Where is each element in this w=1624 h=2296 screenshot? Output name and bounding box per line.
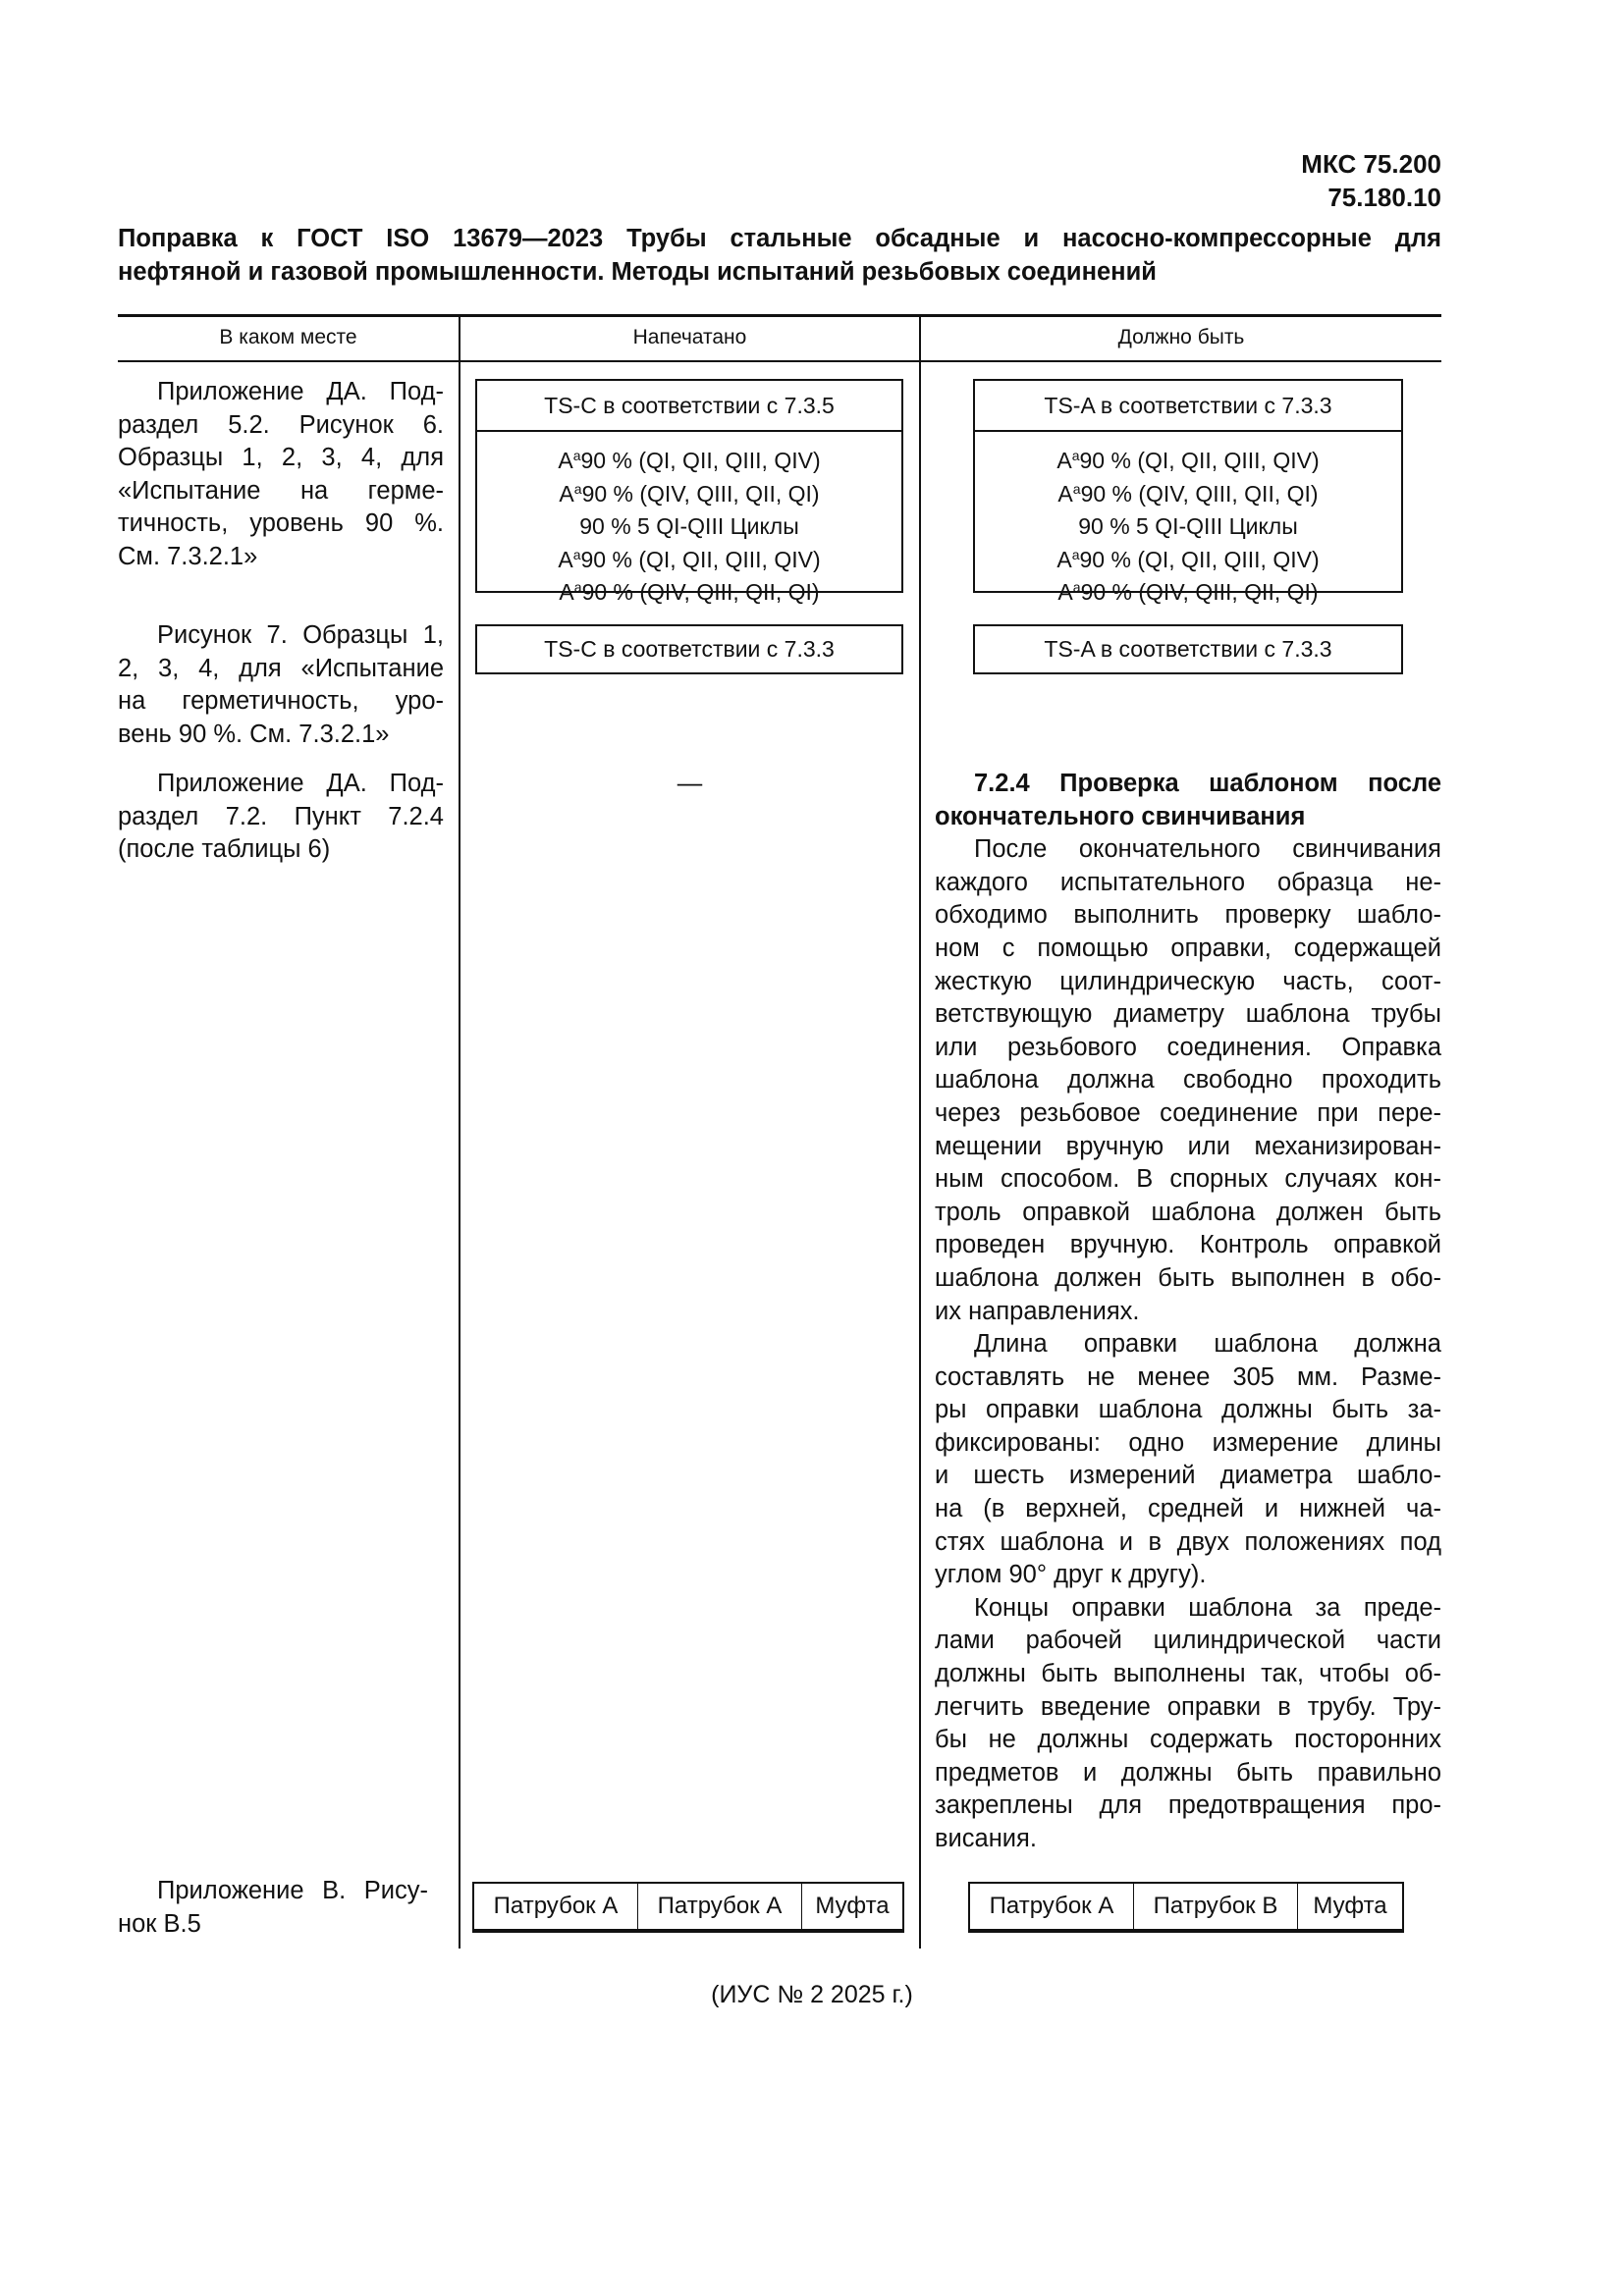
text-line: троль оправкой шаблона должен быть xyxy=(935,1198,1441,1226)
figure-line-a: A xyxy=(1056,448,1072,473)
figure-line xyxy=(477,442,901,475)
text-line: на герметичность, уро- xyxy=(118,687,444,716)
row1-printed-figure xyxy=(475,379,903,606)
text-line: нефтяной и газовой промышленности. Методы испытаний резьбовых соединений xyxy=(118,258,1157,286)
figure-cell: Патрубок А xyxy=(638,1884,802,1929)
figure-line xyxy=(975,475,1401,508)
text-line: Образцы 1, 2, 3, 4, для xyxy=(118,444,444,472)
text-line: закреплены для предотвращения про- xyxy=(935,1791,1441,1820)
figure-line-rest: 90 % (QI, QII, QIII, QIV) xyxy=(580,546,821,572)
figure-line-sup: а xyxy=(1072,480,1081,497)
figure-cell: Муфта xyxy=(815,1893,890,1919)
text-line: или резьбового соединения. Оправка xyxy=(935,1033,1441,1061)
text-line: ветствующую диаметру шаблона трубы xyxy=(935,1000,1441,1029)
row4-where xyxy=(118,1875,428,1941)
text-line: окончательного свинчивания xyxy=(935,802,1306,830)
figure-line-sup: а xyxy=(573,480,582,497)
mks-code-1: МКС 75.200 xyxy=(1301,149,1441,179)
text-line: лами рабочей цилиндрической части xyxy=(935,1627,1441,1655)
row3-printed-dash: — xyxy=(677,770,703,797)
figure-line-rest: 90 % (QI, QII, QIII, QIV) xyxy=(1079,448,1320,473)
text-line: бы не должны содержать посторонних xyxy=(935,1726,1441,1754)
figure-line-rest: 90 % (QIV, QIII, QII, QI) xyxy=(581,579,820,606)
text-line: мещении вручную или механизирован- xyxy=(935,1132,1441,1160)
figure-line-rest: 90 % (QIV, QIII, QII, QI) xyxy=(581,480,820,507)
text-line: «Испытание на герме- xyxy=(118,476,444,505)
section-heading xyxy=(935,768,1441,833)
paragraph xyxy=(935,833,1441,1328)
figure-line-rest: 90 % 5 QI-QIII Циклы xyxy=(579,513,799,540)
text-line: Длина оправки шаблона должна xyxy=(974,1330,1441,1359)
figure-cell: Муфта xyxy=(1313,1893,1387,1919)
text-line: и шесть измерений диаметра шабло- xyxy=(935,1462,1441,1490)
figure-line-rest: 90 % (QI, QII, QIII, QIV) xyxy=(580,448,821,473)
figure-line-a: A xyxy=(1057,480,1073,507)
text-line: Приложение В. Рису- xyxy=(157,1877,428,1904)
row3-correct-text xyxy=(935,768,1441,1856)
text-line: на (в верхней, средней и нижней ча- xyxy=(935,1495,1441,1523)
figure-box-body xyxy=(477,432,901,607)
figure-line-a: A xyxy=(1057,579,1073,606)
text-line: каждого испытательного образца не- xyxy=(935,868,1441,896)
text-line: фиксированы: одно измерение длины xyxy=(935,1428,1441,1457)
figure-cell: Патрубок В xyxy=(1134,1884,1298,1929)
text-line: ным способом. В спорных случаях кон- xyxy=(935,1165,1441,1194)
text-line: 7.2.4 Проверка шаблоном после xyxy=(974,770,1441,797)
text-line: предметов и должны быть правильно xyxy=(935,1758,1441,1787)
figure-line xyxy=(975,442,1401,475)
text-line: ры оправки шаблона должны быть за- xyxy=(935,1396,1441,1424)
figure-line-a: A xyxy=(1056,546,1072,572)
figure-line xyxy=(477,475,901,508)
text-line: обходимо выполнить проверку шабло- xyxy=(935,901,1441,930)
figure-box-header: TS-A в соответствии с 7.3.3 xyxy=(975,381,1401,432)
figure-line-rest: 90 % (QIV, QIII, QII, QI) xyxy=(1080,579,1319,606)
text-line: проведен вручную. Контроль оправкой xyxy=(935,1231,1441,1259)
text-line: После окончательного свинчивания xyxy=(974,835,1441,864)
text-line: Приложение ДА. Под- xyxy=(157,770,444,797)
text-line: висания. xyxy=(935,1825,1037,1852)
text-line: вень 90 %. См. 7.3.2.1» xyxy=(118,720,390,748)
figure-line xyxy=(975,541,1401,574)
text-line: (после таблицы 6) xyxy=(118,835,331,864)
paragraph xyxy=(935,1328,1441,1592)
paragraph xyxy=(935,1592,1441,1856)
figure-line xyxy=(477,541,901,574)
figure-line-sup: а xyxy=(1071,546,1080,562)
text-line: их направлениях. xyxy=(935,1297,1140,1325)
figure-cell: Патрубок А xyxy=(970,1884,1134,1929)
row4-printed-figure xyxy=(472,1882,904,1933)
text-line: Поправка к ГОСТ ISO 13679—2023 Трубы стальные обсадные и насосно-компрессорные для xyxy=(118,225,1441,252)
text-line: составлять не менее 305 мм. Разме- xyxy=(935,1362,1441,1391)
text-line: шаблона должна свободно проходить xyxy=(935,1066,1441,1095)
row1-correct-figure xyxy=(973,379,1403,606)
row1-where xyxy=(118,376,444,574)
figure-line-a: A xyxy=(558,546,573,572)
text-line: должны быть выполнены так, чтобы об- xyxy=(935,1660,1441,1688)
text-line: жесткую цилиндрическую часть, соот- xyxy=(935,967,1441,995)
text-line: нок В.5 xyxy=(118,1909,201,1938)
text-line: Концы оправки шаблона за преде- xyxy=(974,1593,1441,1622)
column-header-where: В каком месте xyxy=(219,326,357,348)
figure-line-sup: а xyxy=(572,448,581,463)
table-header-rule xyxy=(118,360,1441,362)
figure-line xyxy=(477,573,901,607)
document-title xyxy=(118,222,1441,289)
text-line: См. 7.3.2.1» xyxy=(118,542,258,570)
figure-line-a: A xyxy=(559,480,574,507)
figure-line-rest: 90 % (QIV, QIII, QII, QI) xyxy=(1080,480,1319,507)
column-header-correct: Должно быть xyxy=(1117,326,1245,348)
figure-line-a: A xyxy=(558,448,573,473)
text-line: шаблона должен быть выполнен в обо- xyxy=(935,1263,1441,1292)
row4-correct-figure xyxy=(968,1882,1404,1933)
figure-line-sup: а xyxy=(573,579,582,596)
column-divider xyxy=(919,316,921,1949)
row2-where xyxy=(118,619,444,751)
text-line: раздел 7.2. Пункт 7.2.4 xyxy=(118,802,444,830)
row2-printed-figure: TS-C в соответствии с 7.3.3 xyxy=(475,624,903,674)
text-line: Приложение ДА. Под- xyxy=(157,378,444,405)
figure-line-sup: а xyxy=(1072,579,1081,596)
figure-line-sup: а xyxy=(572,546,581,562)
table-top-rule xyxy=(118,314,1441,317)
text-line: легчить введение оправки в трубу. Тру- xyxy=(935,1692,1441,1721)
figure-line-a: A xyxy=(559,579,574,606)
figure-box-header: TS-C в соответствии с 7.3.5 xyxy=(477,381,901,432)
text-line: стях шаблона и в двух положениях под xyxy=(935,1527,1441,1556)
figure-box-body xyxy=(975,432,1401,607)
figure-cell: Патрубок А xyxy=(474,1884,638,1929)
text-line: ном с помощью оправки, содержащей xyxy=(935,934,1441,962)
footer-ius: (ИУС № 2 2025 г.) xyxy=(711,1981,913,2008)
mks-code-2: 75.180.10 xyxy=(1327,183,1441,212)
figure-line-rest: 90 % (QI, QII, QIII, QIV) xyxy=(1079,546,1320,572)
text-line: тичность, уровень 90 %. xyxy=(118,509,444,538)
row3-where xyxy=(118,768,444,867)
text-line: 2, 3, 4, для «Испытание xyxy=(118,654,444,682)
figure-line xyxy=(975,573,1401,607)
figure-line xyxy=(477,507,901,541)
text-line: через резьбовое соединение при пере- xyxy=(935,1098,1441,1127)
figure-line xyxy=(975,507,1401,541)
figure-line-rest: 90 % 5 QI-QIII Циклы xyxy=(1078,513,1298,540)
text-line: Рисунок 7. Образцы 1, xyxy=(157,621,444,649)
column-divider xyxy=(459,316,460,1949)
text-line: раздел 5.2. Рисунок 6. xyxy=(118,410,444,439)
text-line: углом 90° друг к другу). xyxy=(935,1561,1207,1589)
column-header-printed: Напечатано xyxy=(632,326,747,348)
figure-line-sup: а xyxy=(1071,448,1080,463)
row2-correct-figure: TS-A в соответствии с 7.3.3 xyxy=(973,624,1403,674)
